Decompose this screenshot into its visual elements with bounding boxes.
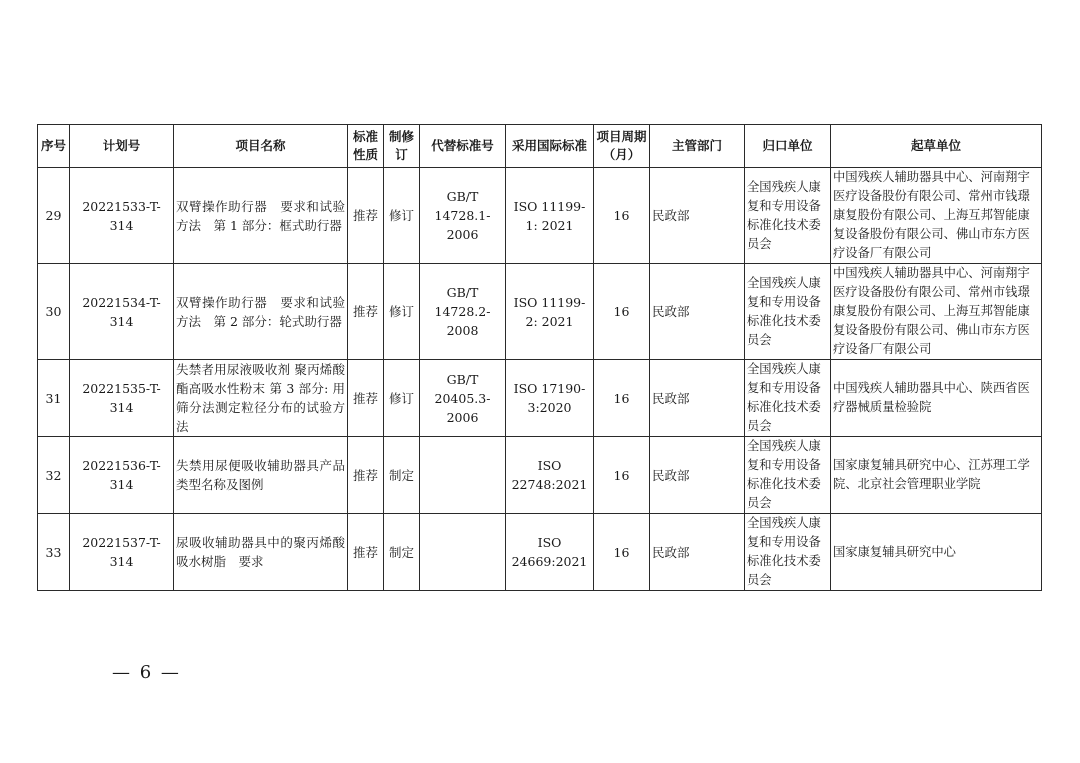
page-number: — 6 — [112, 662, 181, 683]
cell-period: 16 [594, 264, 650, 360]
cell-seq: 29 [38, 168, 70, 264]
cell-period: 16 [594, 168, 650, 264]
cell-intl: ISO 17190-3:2020 [506, 360, 594, 437]
cell-drafter: 国家康复辅具研究中心 [831, 514, 1042, 591]
cell-plan-no: 20221536-T-314 [70, 437, 174, 514]
cell-dept: 民政部 [650, 360, 745, 437]
cell-intl: ISO 22748:2021 [506, 437, 594, 514]
table-header-row [38, 125, 1042, 168]
cell-intl: ISO 24669:2021 [506, 514, 594, 591]
cell-dept: 民政部 [650, 514, 745, 591]
cell-replace: GB/T 20405.3-2006 [420, 360, 506, 437]
header-nature: 标准性质 [348, 125, 384, 168]
header-plan-no: 计划号 [70, 125, 174, 168]
cell-seq: 33 [38, 514, 70, 591]
header-revise: 制修订 [384, 125, 420, 168]
header-dept: 主管部门 [650, 125, 745, 168]
cell-name: 失禁者用尿液吸收剂 聚丙烯酸酯高吸水性粉末 第 3 部分: 用筛分法测定粒径分布的试验方法 [174, 360, 348, 437]
cell-drafter: 中国残疾人辅助器具中心、河南翔宇医疗设备股份有限公司、常州市钱璟康复股份有限公司、上海互邦智能康复设备股份有限公司、佛山市东方医疗设备厂有限公司 [831, 264, 1042, 360]
cell-revise: 制定 [384, 437, 420, 514]
cell-seq: 30 [38, 264, 70, 360]
cell-replace: GB/T 14728.2-2008 [420, 264, 506, 360]
cell-nature: 推荐 [348, 514, 384, 591]
header-period: 项目周期（月） [594, 125, 650, 168]
table-row [38, 264, 1042, 360]
cell-plan-no: 20221533-T-314 [70, 168, 174, 264]
cell-name: 失禁用尿便吸收辅助器具产品类型名称及图例 [174, 437, 348, 514]
cell-plan-no: 20221535-T-314 [70, 360, 174, 437]
header-replace: 代替标准号 [420, 125, 506, 168]
cell-seq: 32 [38, 437, 70, 514]
cell-intl: ISO 11199-1: 2021 [506, 168, 594, 264]
cell-seq: 31 [38, 360, 70, 437]
cell-period: 16 [594, 437, 650, 514]
cell-dept: 民政部 [650, 437, 745, 514]
cell-unit: 全国残疾人康复和专用设备标准化技术委员会 [745, 514, 831, 591]
header-unit: 归口单位 [745, 125, 831, 168]
cell-name: 双臂操作助行器 要求和试验方法 第 1 部分：框式助行器 [174, 168, 348, 264]
table-row [38, 514, 1042, 591]
cell-period: 16 [594, 360, 650, 437]
header-intl: 采用国际标准 [506, 125, 594, 168]
header-drafter: 起草单位 [831, 125, 1042, 168]
cell-drafter: 中国残疾人辅助器具中心、河南翔宇医疗设备股份有限公司、常州市钱璟康复股份有限公司、上海互邦智能康复设备股份有限公司、佛山市东方医疗设备厂有限公司 [831, 168, 1042, 264]
cell-replace: GB/T 14728.1-2006 [420, 168, 506, 264]
standards-plan-table [37, 124, 1042, 591]
cell-name: 双臂操作助行器 要求和试验方法 第 2 部分：轮式助行器 [174, 264, 348, 360]
cell-unit: 全国残疾人康复和专用设备标准化技术委员会 [745, 437, 831, 514]
header-seq: 序号 [38, 125, 70, 168]
cell-period: 16 [594, 514, 650, 591]
cell-revise: 制定 [384, 514, 420, 591]
header-name: 项目名称 [174, 125, 348, 168]
cell-drafter: 国家康复辅具研究中心、江苏理工学院、北京社会管理职业学院 [831, 437, 1042, 514]
cell-dept: 民政部 [650, 168, 745, 264]
cell-nature: 推荐 [348, 360, 384, 437]
cell-name: 尿吸收辅助器具中的聚丙烯酸吸水树脂 要求 [174, 514, 348, 591]
table-row [38, 168, 1042, 264]
table-row [38, 437, 1042, 514]
cell-intl: ISO 11199-2: 2021 [506, 264, 594, 360]
cell-plan-no: 20221534-T-314 [70, 264, 174, 360]
cell-drafter: 中国残疾人辅助器具中心、陕西省医疗器械质量检验院 [831, 360, 1042, 437]
cell-replace [420, 514, 506, 591]
cell-plan-no: 20221537-T-314 [70, 514, 174, 591]
cell-dept: 民政部 [650, 264, 745, 360]
cell-nature: 推荐 [348, 168, 384, 264]
cell-unit: 全国残疾人康复和专用设备标准化技术委员会 [745, 168, 831, 264]
cell-unit: 全国残疾人康复和专用设备标准化技术委员会 [745, 264, 831, 360]
cell-revise: 修订 [384, 168, 420, 264]
cell-nature: 推荐 [348, 437, 384, 514]
cell-revise: 修订 [384, 264, 420, 360]
table-row [38, 360, 1042, 437]
cell-replace [420, 437, 506, 514]
cell-revise: 修订 [384, 360, 420, 437]
cell-nature: 推荐 [348, 264, 384, 360]
cell-unit: 全国残疾人康复和专用设备标准化技术委员会 [745, 360, 831, 437]
